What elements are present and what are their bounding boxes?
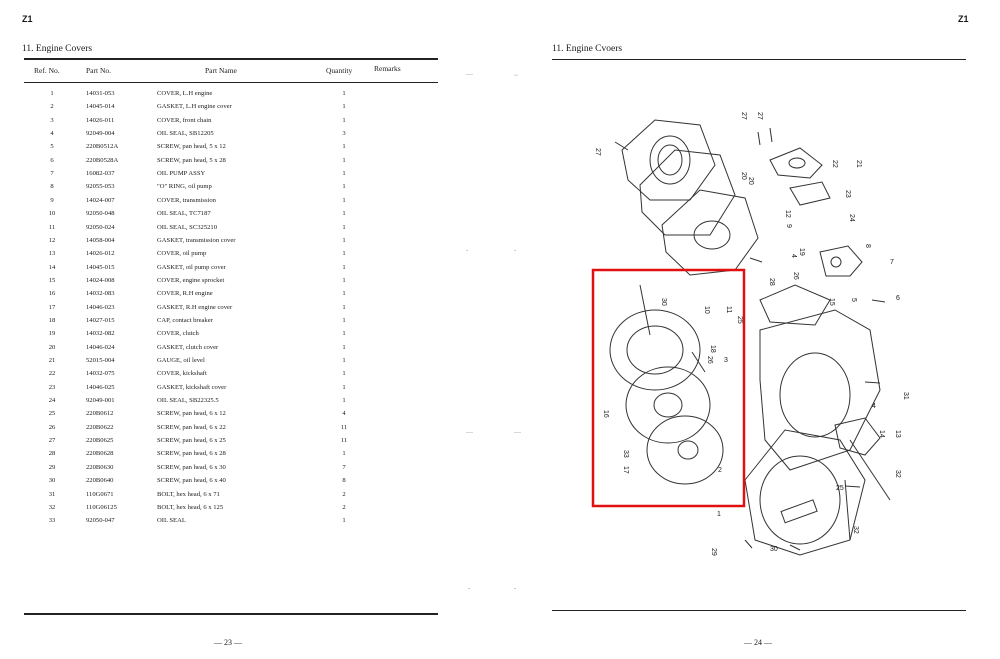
part-no-cell: 14046-023 (86, 303, 115, 311)
part-no-cell: 92050-047 (86, 517, 115, 525)
part-name-cell: OIL SEAL, SB22325.5 (157, 397, 219, 405)
part-name-cell: COVER, front chain (157, 116, 212, 124)
transmission-cover-shape (662, 190, 758, 275)
quantity-cell: 1 (342, 170, 346, 178)
callout-number: 18 (709, 345, 716, 353)
part-name-cell: OIL PUMP ASSY (157, 170, 206, 178)
part-no-cell: 220B0625 (86, 437, 114, 445)
quantity-cell: 1 (342, 276, 346, 284)
part-no-cell: 14024-007 (86, 196, 115, 204)
callout-number: 2 (718, 467, 722, 474)
callout-number: 31 (902, 392, 909, 400)
part-no-cell: 220B0640 (86, 477, 114, 485)
model-label-right: Z1 (958, 14, 969, 24)
col-header-quantity: Quantity (326, 66, 353, 75)
table-row (0, 130, 500, 143)
gutter-speck: ~ (514, 72, 518, 80)
diagram-bottom-rule (552, 610, 966, 611)
callout-number: 21 (855, 160, 862, 168)
part-name-cell: GASKET, L.H engine cover (157, 103, 232, 111)
gutter-speck: — (466, 428, 473, 436)
quantity-cell: 1 (342, 303, 346, 311)
table-row (0, 264, 500, 277)
part-no-cell: 220B0612 (86, 410, 114, 418)
part-no-cell: 110G0671 (86, 490, 114, 498)
part-no-cell: 220B0628 (86, 450, 114, 458)
part-name-cell: CAP, contact breaker (157, 316, 213, 324)
quantity-cell: 1 (342, 90, 346, 97)
table-row (0, 330, 500, 343)
table-row (0, 143, 500, 156)
part-name-cell: GASKET, transmission cover (157, 236, 236, 244)
part-no-cell: 14058-004 (86, 236, 115, 244)
table-row (0, 304, 500, 317)
table-row (0, 290, 500, 303)
part-no-cell: 92049-001 (86, 397, 115, 405)
gutter-speck: - (514, 584, 517, 592)
table-row (0, 277, 500, 290)
part-no-cell: 14045-014 (86, 103, 115, 111)
table-top-rule (24, 58, 438, 60)
quantity-cell: 1 (342, 103, 346, 111)
ref-no-cell: 10 (48, 210, 56, 218)
callout-number: 5 (850, 298, 857, 302)
table-row (0, 117, 500, 130)
quantity-cell: 1 (342, 156, 346, 164)
page-number-left: — 23 — (214, 638, 242, 647)
part-no-cell: 14027-015 (86, 316, 115, 324)
quantity-cell: 1 (342, 116, 346, 124)
part-no-cell: 220B0512A (86, 143, 119, 151)
callout-number: 30 (770, 546, 778, 553)
callout-number: 3 (724, 357, 728, 364)
part-name-cell: COVER, engine sprocket (157, 276, 225, 284)
callout-number: 12 (784, 210, 791, 218)
callout-number: 9 (785, 224, 792, 228)
table-row (0, 384, 500, 397)
table-row (0, 183, 500, 196)
quantity-cell: 1 (342, 143, 346, 151)
part-no-cell: 14031-053 (86, 90, 115, 97)
part-no-cell: 92049-004 (86, 130, 115, 138)
callout-number: 20 (740, 172, 747, 180)
gutter-speck: - (514, 246, 517, 254)
rh-cover-shape (626, 367, 710, 443)
part-no-cell: 14032-075 (86, 370, 115, 378)
part-no-cell: 220B0630 (86, 463, 114, 471)
callout-number: 30 (660, 298, 667, 306)
quantity-cell: 1 (342, 236, 346, 244)
part-name-cell: GASKET, kickshaft cover (157, 383, 227, 391)
part-name-cell: SCREW, pan head, 6 x 28 (157, 450, 226, 458)
callout-number: 4 (790, 254, 797, 258)
part-no-cell: 14046-024 (86, 343, 115, 351)
ref-no-cell: 9 (50, 196, 54, 204)
ref-no-cell: 23 (48, 383, 56, 391)
callout-number: 33 (622, 450, 629, 458)
part-name-cell: COVER, kickshaft (157, 370, 207, 378)
breaker-cap-shape (610, 310, 700, 390)
part-name-cell: COVER, R.H engine (157, 290, 213, 298)
quantity-cell: 1 (342, 223, 346, 231)
part-no-cell: 14032-083 (86, 290, 115, 298)
callout-number: 7 (890, 259, 894, 266)
ref-no-cell: 19 (48, 330, 56, 338)
table-row (0, 197, 500, 210)
table-row (0, 410, 500, 423)
table-row (0, 437, 500, 450)
exploded-view-diagram (540, 60, 980, 600)
lh-engine-cover-shape (760, 310, 880, 470)
part-no-cell: 14032-082 (86, 330, 115, 338)
quantity-cell: 1 (342, 370, 346, 378)
callout-number: 26 (792, 272, 799, 280)
quantity-cell: 1 (342, 183, 346, 191)
table-header-rule (24, 82, 438, 83)
callout-number: 14 (878, 430, 885, 438)
table-row (0, 397, 500, 410)
part-no-cell: 14024-008 (86, 276, 115, 284)
callout-number: 16 (602, 410, 609, 418)
callout-number: 26 (706, 356, 713, 364)
callout-number: 25 (836, 485, 844, 492)
callout-number: 19 (798, 248, 805, 256)
quantity-cell: 4 (342, 410, 346, 418)
ref-no-cell: 17 (48, 303, 56, 311)
quantity-cell: 1 (342, 383, 346, 391)
callout-number: 28 (768, 278, 775, 286)
table-row (0, 317, 500, 330)
ref-no-cell: 20 (48, 343, 56, 351)
part-name-cell: COVER, oil pump (157, 250, 207, 258)
part-no-cell: 14026-011 (86, 116, 115, 124)
quantity-cell: 1 (342, 330, 346, 338)
part-name-cell: SCREW, pan head, 6 x 12 (157, 410, 226, 418)
col-header-part-no: Part No. (86, 66, 111, 75)
table-row (0, 237, 500, 250)
part-name-cell: OIL SEAL, SB12205 (157, 130, 214, 138)
quantity-cell: 1 (342, 397, 346, 405)
table-row (0, 210, 500, 223)
callout-number: 27 (594, 148, 601, 156)
quantity-cell: 1 (342, 210, 346, 218)
ref-no-cell: 22 (48, 370, 56, 378)
part-name-cell: GASKET, clutch cover (157, 343, 219, 351)
table-row (0, 370, 500, 383)
ref-no-cell: 28 (48, 450, 56, 458)
ref-no-cell: 5 (50, 143, 54, 151)
section-title-right: 11. Engine Cvoers (552, 44, 623, 54)
callout-number: 23 (844, 190, 851, 198)
part-name-cell: SCREW, pan head, 5 x 12 (157, 143, 226, 151)
part-name-cell: SCREW, pan head, 6 x 22 (157, 423, 226, 431)
table-row (0, 250, 500, 263)
gutter-speck: - (468, 584, 471, 592)
table-row (0, 477, 500, 490)
quantity-cell: 1 (342, 290, 346, 298)
table-row (0, 90, 500, 103)
part-name-cell: GAUGE, oil level (157, 357, 205, 364)
gutter-speck: - (466, 246, 469, 254)
part-name-cell: SCREW, pan head, 6 x 40 (157, 477, 226, 485)
ref-no-cell: 29 (48, 463, 56, 471)
part-name-cell: OIL SEAL, SC325210 (157, 223, 218, 231)
callout-number: 15 (828, 298, 835, 306)
part-name-cell: GASKET, R.H engine cover (157, 303, 233, 311)
clutch-cover-shape (622, 120, 715, 200)
sprocket-cover-shape (760, 285, 830, 325)
callout-number: 11 (725, 306, 732, 314)
ref-no-cell: 8 (50, 183, 54, 191)
part-no-cell: 14045-015 (86, 263, 115, 271)
section-title-left: 11. Engine Covers (22, 44, 93, 54)
ref-no-cell: 15 (48, 276, 56, 284)
callout-number: 6 (896, 295, 900, 302)
ref-no-cell: 7 (50, 170, 54, 178)
table-row (0, 170, 500, 183)
col-header-part-name: Part Name (205, 66, 237, 75)
quantity-cell: 2 (342, 490, 346, 498)
model-label-left: Z1 (22, 14, 33, 24)
table-row (0, 157, 500, 170)
part-no-cell: 14026-012 (86, 250, 115, 258)
part-name-cell: "O" RING, oil pump (157, 183, 212, 191)
col-header-remarks: Remarks (374, 64, 401, 73)
part-name-cell: OIL SEAL, TC7187 (157, 210, 211, 218)
callout-number: 32 (852, 526, 859, 534)
table-row (0, 103, 500, 116)
part-name-cell: COVER, transmission (157, 196, 216, 204)
quantity-cell: 1 (342, 250, 346, 258)
quantity-cell: 1 (342, 263, 346, 271)
table-row (0, 504, 500, 517)
table-bottom-rule (24, 613, 438, 615)
ref-no-cell: 2 (50, 103, 54, 111)
callout-number: 29 (710, 548, 717, 556)
callout-number: 4 (872, 403, 876, 410)
callout-number: 25 (736, 316, 743, 324)
quantity-cell: 1 (342, 343, 346, 351)
table-row (0, 224, 500, 237)
table-row (0, 450, 500, 463)
table-row (0, 464, 500, 477)
rh-gasket-shape (647, 416, 723, 484)
quantity-cell: 1 (342, 357, 346, 364)
callout-number: 27 (740, 112, 747, 120)
table-row (0, 424, 500, 437)
col-header-ref-no: Ref. No. (34, 66, 60, 75)
part-no-cell: 220B0528A (86, 156, 119, 164)
ref-no-cell: 1 (50, 90, 54, 97)
ref-no-cell: 31 (48, 490, 56, 498)
kickshaft-gasket-shape (790, 182, 830, 205)
part-name-cell: GASKET, oil pump cover (157, 263, 226, 271)
gutter-speck: — (466, 70, 473, 78)
ref-no-cell: 11 (48, 223, 56, 231)
callout-number: 17 (622, 466, 629, 474)
ref-no-cell: 27 (48, 437, 56, 445)
ref-no-cell: 18 (48, 316, 56, 324)
quantity-cell: 2 (342, 503, 346, 511)
part-name-cell: COVER, clutch (157, 330, 199, 338)
part-name-cell: BOLT, hex head, 6 x 125 (157, 503, 224, 511)
part-name-cell: SCREW, pan head, 5 x 28 (157, 156, 226, 164)
ref-no-cell: 32 (48, 503, 56, 511)
ref-no-cell: 30 (48, 477, 56, 485)
callout-number: 10 (703, 306, 710, 314)
quantity-cell: 1 (342, 450, 346, 458)
ref-no-cell: 26 (48, 423, 56, 431)
callout-number: 22 (831, 160, 838, 168)
callout-number: 27 (756, 112, 763, 120)
part-no-cell: 220B0622 (86, 423, 114, 431)
part-no-cell: 92050-024 (86, 223, 115, 231)
part-name-cell: COVER, L.H engine (157, 90, 213, 97)
quantity-cell: 11 (340, 423, 348, 431)
part-name-cell: SCREW, pan head, 6 x 30 (157, 463, 226, 471)
quantity-cell: 11 (340, 437, 348, 445)
callout-number: 1 (717, 511, 721, 518)
part-name-cell: SCREW, pan head, 6 x 25 (157, 437, 226, 445)
table-row (0, 517, 500, 530)
ref-no-cell: 25 (48, 410, 56, 418)
part-name-cell: BOLT, hex head, 6 x 71 (157, 490, 220, 498)
front-chain-cover-shape (745, 430, 865, 555)
gutter-speck: — (514, 428, 521, 436)
part-no-cell: 16082-037 (86, 170, 115, 178)
part-no-cell: 14046-025 (86, 383, 115, 391)
quantity-cell: 3 (342, 130, 346, 138)
callout-number: 13 (894, 430, 901, 438)
ref-no-cell: 16 (48, 290, 56, 298)
ref-no-cell: 4 (50, 130, 54, 138)
quantity-cell: 8 (342, 477, 346, 485)
ref-no-cell: 3 (50, 116, 54, 124)
part-no-cell: 110G06125 (86, 503, 117, 511)
quantity-cell: 1 (342, 517, 346, 525)
page-number-right: — 24 — (744, 638, 772, 647)
ref-no-cell: 33 (48, 517, 56, 525)
table-row (0, 357, 500, 370)
ref-no-cell: 12 (48, 236, 56, 244)
quantity-cell: 7 (342, 463, 346, 471)
table-row (0, 491, 500, 504)
ref-no-cell: 6 (50, 156, 54, 164)
part-no-cell: 92050-048 (86, 210, 115, 218)
oil-pump-cover-shape (835, 418, 880, 455)
callout-number: 8 (864, 244, 871, 248)
table-row (0, 344, 500, 357)
callout-number: 32 (894, 470, 901, 478)
quantity-cell: 1 (342, 196, 346, 204)
quantity-cell: 1 (342, 316, 346, 324)
ref-no-cell: 24 (48, 397, 56, 405)
part-no-cell: 92055-053 (86, 183, 115, 191)
kickshaft-cover-shape (770, 148, 822, 178)
ref-no-cell: 13 (48, 250, 56, 258)
part-name-cell: OIL SEAL (157, 517, 186, 525)
part-no-cell: 52015-004 (86, 357, 115, 364)
callout-number: 24 (848, 214, 855, 222)
ref-no-cell: 21 (48, 357, 56, 364)
ref-no-cell: 14 (48, 263, 56, 271)
callout-number: 20 (747, 177, 754, 185)
callout-labels (594, 112, 909, 556)
